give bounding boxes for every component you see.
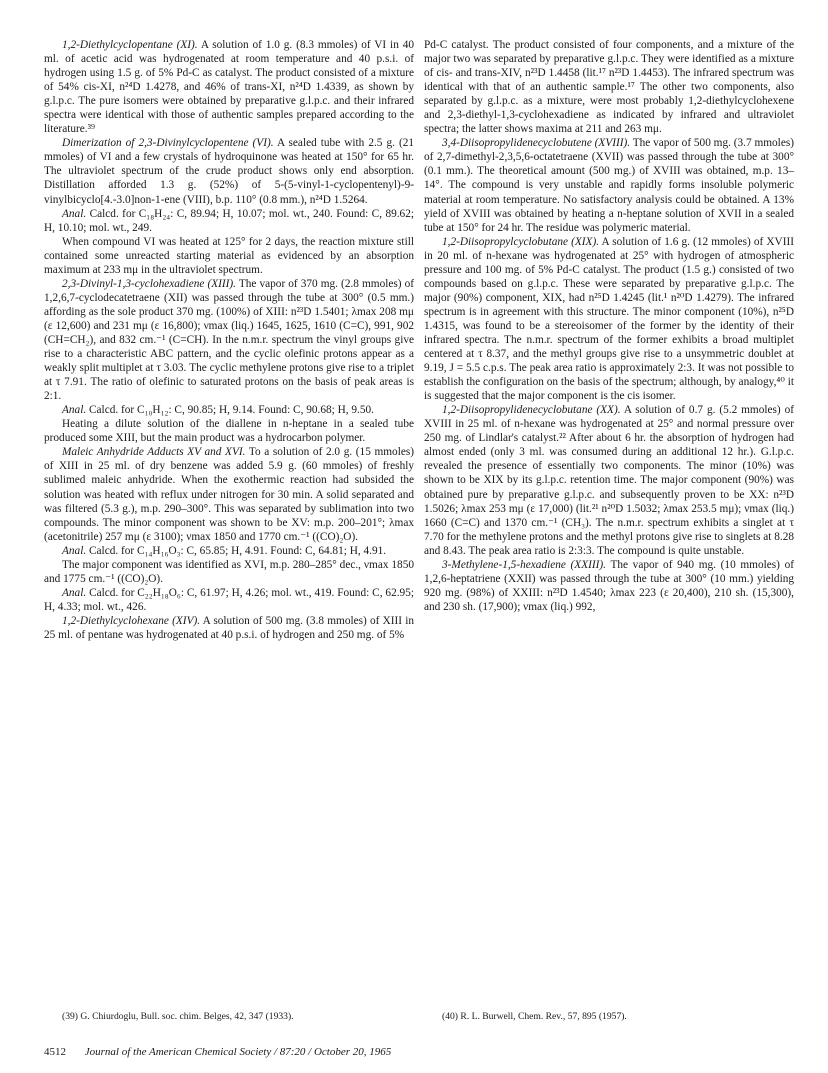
paragraph [44, 586, 414, 614]
paragraph-heading: Anal. [62, 207, 87, 220]
paragraph [424, 403, 794, 558]
paragraph [424, 136, 794, 234]
left-column [44, 38, 414, 642]
paragraph-heading: Anal. [62, 544, 87, 557]
paragraph-text: A solution of 1.6 g. (12 mmoles) of XVIII in 20 ml. of n-hexane was hydrogenated at 25° with hydrogen of atmospheric pressure and 100 mg. of 5% Pd-C catalyst. The product (1.5 g.) consisted of two compounds based on g.l.p.c. These were separated by preparative g.l.p.c. The major (90%) component, XIX, had n²⁵D 1.4245 (lit.¹ n²⁰D 1.4279). The infrared spectrum is in agreement with this structure. The minor component (10%), n²⁵D 1.4315, was found to be a stereoisomer of the former by the identity of their infrared spectra. The n.m.r. spectrum of the former exhibits a broad multiplet centered at τ 8.37, and the methyl groups give rise to a unsymmetric doublet at 9.19, J = 5.5 c.p.s. The peak area ratio is approximately 2:3. It was not possible to establish the configuration on the basis of the spectrum; although, by analogy,⁴⁰ it is suggested that the major component is the cis isomer. [424, 235, 795, 403]
paragraph [44, 445, 414, 543]
paragraph-heading: 3-Methylene-1,5-hexadiene (XXIII). [442, 558, 606, 571]
paragraph [424, 38, 794, 136]
paragraph-heading: Maleic Anhydride Adducts XV and XVI. [62, 446, 246, 459]
paragraph [44, 38, 414, 136]
paragraph [44, 235, 414, 277]
paragraph-text: A solution of 1.0 g. (8.3 mmoles) of VI in 40 ml. of acetic acid was hydrogenated at room temperature and 40 p.s.i. of hydrogen using 1.5 g. of 5% Pd-C as catalyst. The product consisted of a mixture of 54% cis-XI, n²⁴D 1.4278, and 46% of trans-XI, n²⁴D 1.4339, as shown by g.l.p.c. The pure isomers were obtained by preparative g.l.p.c. and their infrared spectra were identical with those of authentic samples prepared according to the literature.³⁹ [44, 39, 414, 136]
paragraph-heading: Anal. [62, 586, 87, 599]
paragraph-text: To a solution of 2.0 g. (15 mmoles) of XIII in 25 ml. of dry benzene was added 5.9 g. (60 mmoles) of freshly sublimed maleic anhydride. When the exothermic reaction had subsided the solution was heated with reflux under nitrogen for 30 min. A solid separated and was filtered (5.3 g.), m.p. 290–300°. This was separated by sublimation into two compounds. The minor component was shown to be XV: m.p. 200–201°; λmax (acetonitrile) 257 mμ (ε 3100); νmax 1850 and 1770 cm.⁻¹ ((CO)₂O). [44, 446, 414, 543]
footnote-39: (39) G. Chiurdoglu, Bull. soc. chim. Belges, 42, 347 (1933). [62, 1011, 294, 1022]
journal-citation: Journal of the American Chemical Society / 87:20 / October 20, 1965 [84, 1046, 392, 1058]
paragraph-text: A solution of 0.7 g. (5.2 mmoles) of XVIII in 25 ml. of n-hexane was hydrogenated at 25° and normal pressure over 250 mg. of Lindlar's catalyst.²² After about 6 hr. the absorption of hydrogen had almost ended (only 3 ml. was consumed during an additional 12 hr.). G.l.p.c. revealed the presence of essentially two components. The minor (10%) was shown to be XIX by its g.l.p.c. retention time. The major component (90%) was obtained pure by preparative g.l.p.c. and subsequently proven to be XX: n²³D 1.5026; λmax 253 mμ (ε 17,000) (lit.²¹ n²⁰D 1.5032; λmax 253.5 mμ); νmax (liq.) 1660 (C=C) and 1370 cm.⁻¹ (CH₃). The n.m.r. spectrum exhibits a singlet at τ 7.70 for the methylene protons and the methyl protons give rise to singlets at 8.28 and 8.43. The peak area ratio is 2:3:3. The compound is quite unstable. [424, 404, 795, 557]
paragraph-text: A sealed tube with 2.5 g. (21 mmoles) of VI and a few crystals of hydroquinone was heated at 150° for 65 hr. The ultraviolet spectrum of the crude product shows only end absorption. Distillation afforded 1.3 g. (52%) of 5-(5-vinyl-1-cyclopentenyl)-9-vinylbicyclo[4.-3.0]non-1-ene (VIII), b.p. 110° (0.8 mm.), n²⁴D 1.5264. [44, 137, 415, 206]
paragraph-text: A solution of 500 mg. (3.8 mmoles) of XIII in 25 ml. of pentane was hydrogenated at 40 p.s.i. of hydrogen and 250 mg. of 5% [44, 614, 414, 641]
paragraph [44, 558, 414, 586]
paragraph-heading: 1,2-Diethylcyclopentane (XI). [62, 39, 198, 51]
paragraph [44, 417, 414, 445]
paragraph-heading: 1,2-Diisopropylcyclobutane (XIX). [442, 235, 600, 248]
page-footer [44, 1046, 391, 1058]
paragraph-text: The vapor of 500 mg. (3.7 mmoles) of 2,7-dimethyl-2,3,5,6-octatetraene (XVII) was passed through the tube at 300° (0.1 mm.). The theoretical amount (500 mg.) of XVIII was obtained, m.p. 13–14°. The compound is very unstable and rapidly forms insoluble polymeric material at room temperature. No satisfactory analysis could be obtained. A 13% yield of XVIII was obtained by heating a n-heptane solution of XVII in a sealed tube at 150° for 24 hr. The residue was polymeric material. [424, 137, 794, 234]
paragraph [424, 235, 794, 404]
paragraph-text: The major component was identified as XVI, m.p. 280–285° dec., νmax 1850 and 1775 cm.⁻¹ ((CO)₂O). [44, 558, 414, 585]
paragraph-heading: Dimerization of 2,3-Divinylcyclopentene (VI). [62, 137, 274, 150]
paragraph-heading: 1,2-Diisopropylidenecyclobutane (XX). [442, 404, 621, 417]
paragraph-heading: Anal. [62, 404, 87, 417]
paragraph-heading: 3,4-Diisopropylidenecyclobutene (XVIII). [442, 137, 631, 150]
paragraph-text: Calcd. for C₂₂H₁₈O₆: C, 61.97; H, 4.26; mol. wt., 419. Found: C, 62.95; H, 4.33; mol. wt., 426. [44, 586, 414, 613]
paragraph-text: Calcd. for C₁₀H₁₂: C, 90.85; H, 9.14. Found: C, 90.68; H, 9.50. [89, 404, 374, 417]
paragraph [44, 207, 414, 235]
paragraph-text: Pd-C catalyst. The product consisted of four components, and a mixture of the major two was separated by preparative g.l.p.c. They were identified as a mixture of cis- and trans-XIV, n²³D 1.4458 (lit.¹⁷ n²³D 1.4453). The infrared spectrum was identical with that of an authentic sample.¹⁷ The other two components, also separated by g.l.p.c. as a mixture, were most probably 1,2-diethylcyclohexene and 2,3-diethyl-1,3-cyclohexadiene as indicated by infrared and ultraviolet spectra; the latter shows maxima at 211 and 263 mμ. [424, 39, 794, 136]
paragraph-text: Heating a dilute solution of the diallene in n-heptane in a sealed tube produced some XIII, but the main product was a hydrocarbon polymer. [44, 418, 414, 445]
right-column [424, 38, 794, 614]
paragraph [44, 403, 414, 417]
paragraph-heading: 2,3-Divinyl-1,3-cyclohexadiene (XIII). [62, 277, 236, 290]
paragraph-text: When compound VI was heated at 125° for 2 days, the reaction mixture still contained some unreacted starting material as evidenced by an absorption maximum at 233 mμ in the ultraviolet spectrum. [44, 235, 414, 276]
page-number: 4512 [44, 1046, 66, 1058]
paragraph [44, 136, 414, 206]
paragraph [44, 614, 414, 642]
paragraph-text: The vapor of 940 mg. (10 mmoles) of 1,2,6-heptatriene (XXII) was passed through the tube at 300° (10 mm.) yielding 920 mg. (98%) of XXIII: n²³D 1.4540; λmax 223 (ε 20,400), 210 sh. (15,300), and 230 sh. (17,900); νmax (liq.) 992, [424, 558, 794, 613]
paragraph-text: Calcd. for C₁₈H₂₄: C, 89.94; H, 10.07; mol. wt., 240. Found: C, 89.62; H, 10.10; mol. wt., 249. [44, 207, 414, 234]
paragraph [44, 277, 414, 403]
footnote-40: (40) R. L. Burwell, Chem. Rev., 57, 895 (1957). [442, 1011, 627, 1022]
paragraph-text: The vapor of 370 mg. (2.8 mmoles) of 1,2,6,7-cyclodecatetraene (XII) was passed through the tube at 300° (0.5 mm.) affording as the sole product 370 mg. (100%) of XIII: n²³D 1.5401; λmax 208 mμ (ε 12,600) and 231 mμ (ε 16,800); νmax (liq.) 1645, 1625, 1610 (C=C), 991, 902 (CH=CH₂), and 832 cm.⁻¹ (C=CH). In the n.m.r. spectrum the vinyl groups give rise to a characteristic ABC pattern, and the cyclic olefinic protons appear as a weakly split multiplet at τ 3.03. The cyclic methylene protons give rise to a triplet at τ 7.91. The ratio of olefinic to saturated protons on the basis of peak areas is 2:1. [44, 277, 414, 403]
paragraph-heading: 1,2-Diethylcyclohexane (XIV). [62, 614, 201, 627]
paragraph [44, 544, 414, 558]
paragraph [424, 558, 794, 614]
paragraph-text: Calcd. for C₁₄H₁₆O₃: C, 65.85; H, 4.91. Found: C, 64.81; H, 4.91. [89, 544, 387, 557]
